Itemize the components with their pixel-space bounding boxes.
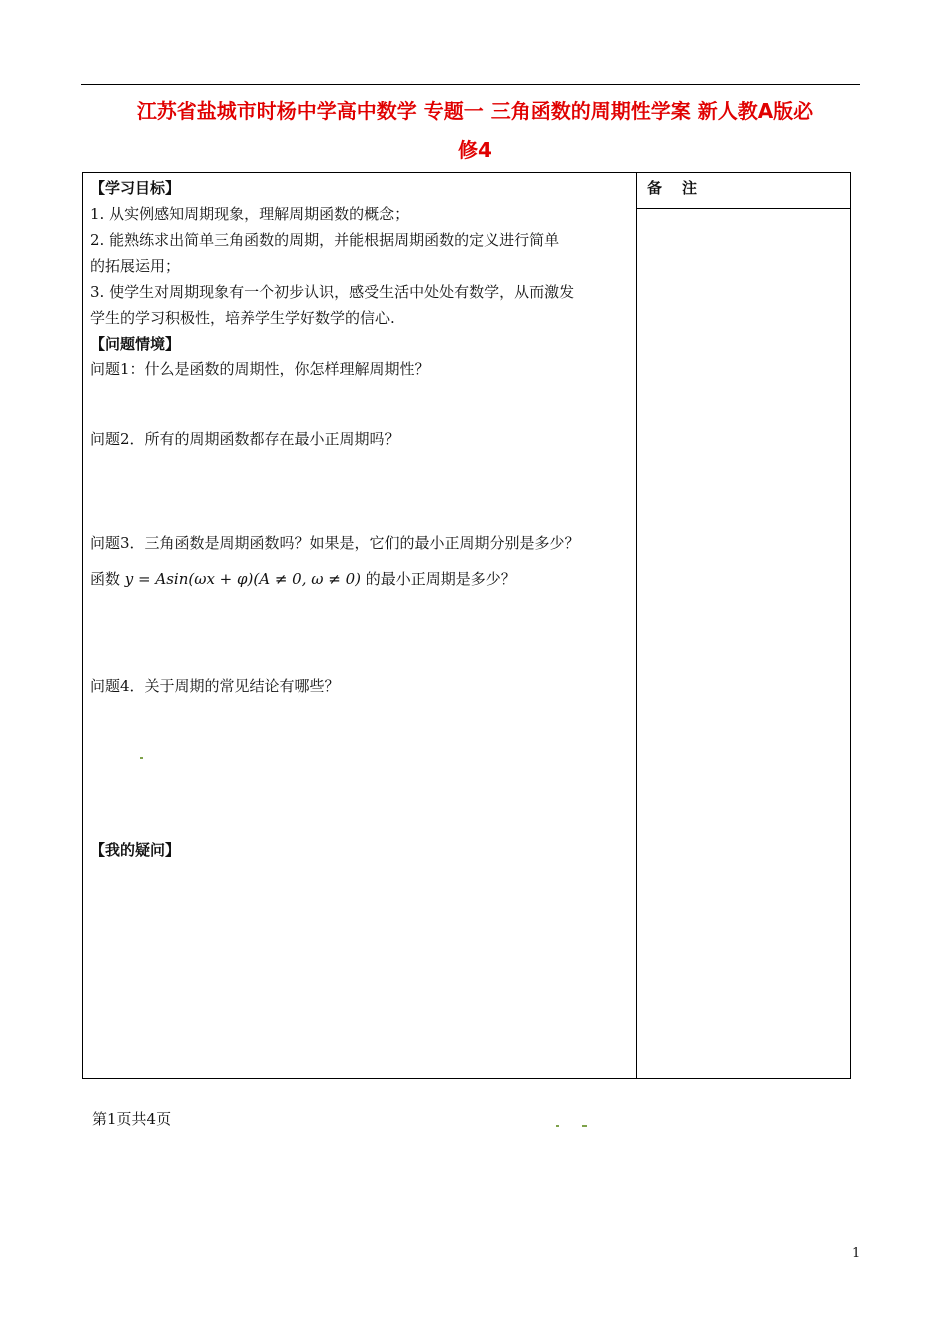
question-4: 问题4．关于周期的常见结论有哪些？ xyxy=(90,677,340,695)
remarks-header-rule xyxy=(636,208,851,209)
questions-heading: 【问题情境】 xyxy=(90,335,181,353)
stray-mark xyxy=(140,757,143,759)
page-footer: 第1页共4页 xyxy=(92,1110,172,1128)
objective-item: 3. 使学生对周期现象有一个初步认识，感受生活中处处有数学，从而激发 xyxy=(90,283,575,301)
question-3-formula-line xyxy=(90,566,630,592)
formula-prefix: 函数 xyxy=(90,570,121,588)
document-title-line1: 江苏省盐城市时杨中学高中数学 专题一 三角函数的周期性学案 新人教A版必 xyxy=(136,99,814,123)
question-1: 问题1：什么是函数的周期性，你怎样理解周期性？ xyxy=(90,360,430,378)
formula: y = Asin(ωx + φ)(A ≠ 0, ω ≠ 0) xyxy=(124,570,361,588)
header-rule xyxy=(81,84,860,85)
objectives-heading: 【学习目标】 xyxy=(90,179,181,197)
stray-mark xyxy=(582,1125,587,1127)
document-title-line2: 修4 xyxy=(458,138,492,162)
question-2: 问题2．所有的周期函数都存在最小正周期吗？ xyxy=(90,430,400,448)
objective-item: 1. 从实例感知周期现象，理解周期函数的概念； xyxy=(90,205,410,223)
doubts-heading: 【我的疑问】 xyxy=(90,841,181,859)
stray-mark xyxy=(556,1125,559,1127)
column-divider xyxy=(636,172,637,1079)
question-3: 问题3．三角函数是周期函数吗？如果是，它们的最小正周期分别是多少？ xyxy=(90,534,580,552)
page-number: 1 xyxy=(852,1246,861,1261)
remarks-header: 备注 xyxy=(647,179,718,197)
formula-suffix: 的最小正周期是多少？ xyxy=(365,570,516,588)
objective-item: 2. 能熟练求出简单三角函数的周期，并能根据周期函数的定义进行简单 xyxy=(90,231,560,249)
objective-item: 的拓展运用； xyxy=(90,257,181,275)
objective-item: 学生的学习积极性，培养学生学好数学的信心. xyxy=(90,309,395,327)
